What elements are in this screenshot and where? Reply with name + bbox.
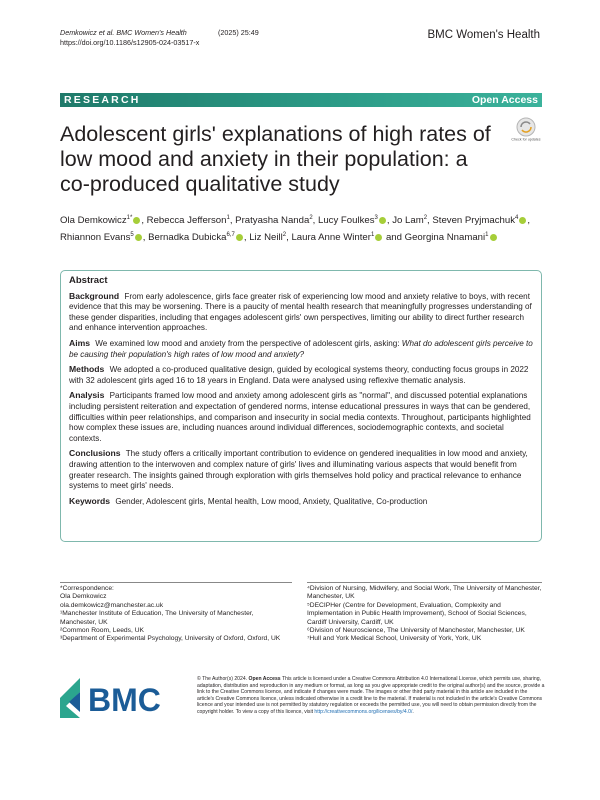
methods-text: We adopted a co-produced qualitative design, guided by ecological systems theory, conducting focus groups in 2022 with 32 adolescent girls aged 16 to 18 years in England. Data were analysed using reflexive thematic analysis. — [69, 365, 529, 385]
author-affiliation-number: 3 — [374, 215, 378, 221]
author-separator: and — [383, 232, 405, 244]
author-name[interactable]: Ola Demkowicz — [60, 215, 127, 227]
author-affiliation-number: 2 — [309, 215, 313, 221]
bmc-logo-text: BMC — [88, 682, 161, 718]
affiliation-4: ⁴Division of Nursing, Midwifery, and Social Work, The University of Manchester, Manchester, UK — [307, 585, 542, 601]
conclusions-text: The study offers a critically important contribution to evidence on gendered inequalities in low mood and anxiety, drawing attention to the interwoven and complex nature of girls' lives and illuminating various aspects that would benefit from greater research. The insights gained through exploration with girls themselves hold policy and practical relevance to enhance systems to meet girls' needs. — [69, 449, 528, 491]
background-label: Background — [69, 290, 120, 301]
analysis-text: Participants framed low mood and anxiety among adolescent girls as "normal", and discussed potential explanations including persistent reiteration and expectation of gendered norms, intense educational pressures in ways that can be gendered, difficulties within peer relationships, and comparison and insecurity in social media contexts. Throughout, participants highlighted how complex these issues are, including nuances around individual differences, sociodemographic contexts, and societal contexts. — [69, 391, 531, 443]
citation-year-volume: (2025) 25:49 — [218, 28, 259, 37]
author-name[interactable]: Liz Neill — [249, 232, 283, 244]
abstract-analysis — [69, 390, 533, 444]
aims-text: We examined low mood and anxiety from the perspective of adolescent girls, asking: — [95, 338, 400, 348]
author-affiliation-number: 5 — [130, 232, 134, 239]
affiliation-1: ¹Manchester Institute of Education, The University of Manchester, Manchester, UK — [60, 610, 254, 626]
methods-label: Methods — [69, 364, 105, 375]
author[interactable] — [60, 232, 143, 243]
author[interactable] — [392, 215, 427, 226]
correspondence-email[interactable]: ola.demkowicz@manchester.ac.uk — [60, 601, 164, 609]
conclusions-label: Conclusions — [69, 448, 121, 459]
author-separator: , — [427, 215, 433, 227]
abstract-heading: Abstract — [69, 275, 108, 286]
article-type-banner — [60, 93, 542, 107]
orcid-icon[interactable] — [133, 217, 140, 224]
author-separator: , — [141, 215, 147, 227]
background-text: From early adolescence, girls face greater risk of experiencing low mood and anxiety relative to boys, with recent evidence that this may be worsening. There is a paucity of mental health research that meaningfully progresses understanding of these gender disparities, including that engages adolescent girls' own perspectives, limiting our ability to direct further research and enhance intervention approaches. — [69, 291, 532, 333]
author-affiliation-number: 1* — [126, 215, 133, 221]
author[interactable] — [405, 232, 498, 243]
author-name[interactable]: Pratyasha Nanda — [235, 215, 310, 227]
author-name[interactable]: Rebecca Jefferson — [146, 215, 227, 227]
abstract-methods — [69, 364, 533, 386]
author-name[interactable]: Bernadka Dubicka — [148, 232, 227, 244]
correspondence-label: *Correspondence: — [60, 585, 114, 592]
license-open-access: Open Access — [248, 676, 281, 682]
author[interactable] — [291, 232, 383, 243]
orcid-icon[interactable] — [135, 234, 142, 241]
author-name[interactable]: Jo Lam — [392, 215, 424, 227]
orcid-icon[interactable] — [490, 234, 497, 241]
open-access-label: Open Access — [471, 94, 538, 106]
abstract-background — [69, 291, 533, 334]
bmc-logo — [60, 678, 184, 718]
license-suffix: . — [412, 708, 414, 715]
author[interactable] — [60, 215, 141, 226]
author-name[interactable]: Rhiannon Evans — [60, 232, 131, 244]
affiliation-7: ⁷Hull and York Medical School, University of York, York, UK — [307, 635, 482, 643]
running-header — [60, 28, 199, 48]
keywords-label: Keywords — [69, 495, 111, 506]
citation-authors: Demkowicz et al. BMC Women's Health — [60, 28, 187, 37]
author-affiliation-number: 1 — [485, 232, 489, 239]
abstract-box — [60, 270, 542, 542]
license-statement — [197, 676, 545, 715]
affiliation-3: ³Department of Experimental Psychology, University of Oxford, Oxford, UK — [60, 635, 281, 643]
author-name[interactable]: Steven Pryjmachuk — [432, 215, 516, 227]
footnote-divider-left — [60, 582, 292, 583]
author-name[interactable]: Lucy Foulkes — [318, 215, 375, 227]
author[interactable] — [148, 232, 244, 243]
abstract-keywords — [69, 496, 533, 508]
author[interactable] — [249, 232, 286, 243]
correspondence-name: Ola Demkowicz — [60, 593, 107, 601]
orcid-icon[interactable] — [519, 217, 526, 224]
author-affiliation-number: 2 — [423, 215, 428, 221]
author[interactable] — [318, 215, 387, 226]
author-affiliation-number: 2 — [282, 232, 287, 239]
author-name[interactable]: Laura Anne Winter — [291, 232, 371, 244]
author-separator: , — [142, 232, 149, 244]
author[interactable] — [432, 215, 527, 226]
doi-link[interactable]: https://doi.org/10.1186/s12905-024-03517-x — [60, 38, 200, 47]
check-for-updates-label: Check for updates — [511, 137, 541, 142]
author-separator: , — [229, 215, 236, 227]
author-name[interactable]: Georgina Nnamani — [404, 232, 486, 244]
aims-label: Aims — [69, 337, 91, 348]
check-for-updates-icon[interactable] — [511, 116, 541, 146]
author-affiliation-number: 4 — [515, 215, 519, 221]
abstract-aims — [69, 338, 533, 360]
orcid-icon[interactable] — [379, 217, 386, 224]
footnotes-right — [307, 585, 543, 644]
keywords-text: Gender, Adolescent girls, Mental health, Low mood, Anxiety, Qualitative, Co-production — [115, 496, 428, 506]
affiliation-5: ⁵DECIPHer (Centre for Development, Evaluation, Complexity and Implementation in Public Health Improvement), School of Social Sciences, Cardiff University, Cardiff, UK — [307, 601, 527, 626]
orcid-icon[interactable] — [375, 234, 382, 241]
author-separator: , — [243, 232, 250, 244]
author-separator: , — [286, 232, 292, 244]
journal-name: BMC Women's Health — [427, 29, 540, 41]
author-separator: , — [312, 215, 318, 227]
license-copyright: © The Author(s) 2024. — [197, 676, 248, 682]
footnote-divider-right — [307, 582, 542, 583]
section-label: RESEARCH — [64, 94, 141, 106]
author-affiliation-number: 1 — [226, 215, 230, 221]
affiliation-2: ²Common Room, Leeds, UK — [60, 627, 144, 635]
author-separator: , — [527, 215, 531, 227]
author-affiliation-number: 1 — [370, 232, 375, 239]
author[interactable] — [147, 215, 230, 226]
author-separator: , — [386, 215, 393, 227]
license-body: This article is licensed under a Creative Commons Attribution 4.0 International License, which permits use, sharing, adaptation, distribution and reproduction in any medium or format, as long as you give appropriate credit to the original author(s) and the source, provide a link to the Creative Commons licence, and indicate if changes were made. The images or other third party material in this article are included in the article's Creative Commons licence, unless indicated otherwise in a credit line to the material. If material is not included in the article's Creative Commons licence and your intended use is not permitted by statutory regulation or exceeds the permitted use, you will need to obtain permission directly from the copyright holder. To view a copy of this licence, visit — [197, 676, 545, 715]
footnotes-left — [60, 585, 290, 644]
affiliation-6: ⁶Division of Neuroscience, The University of Manchester, Manchester, UK — [307, 627, 525, 635]
aims-question: What do adolescent girls perceive to be causing their population's high rates of low mood and anxiety? — [69, 338, 533, 359]
analysis-label: Analysis — [69, 390, 105, 401]
author[interactable] — [235, 215, 312, 226]
article-title: Adolescent girls' explanations of high rates of low mood and anxiety in their population: a co-produced qualitative study — [60, 122, 491, 196]
author-list — [60, 211, 545, 245]
abstract-conclusions — [69, 448, 533, 491]
orcid-icon[interactable] — [236, 234, 243, 241]
license-link[interactable]: http://creativecommons.org/licenses/by/4.0/ — [314, 708, 413, 715]
author-affiliation-number: 6,7 — [226, 232, 235, 239]
